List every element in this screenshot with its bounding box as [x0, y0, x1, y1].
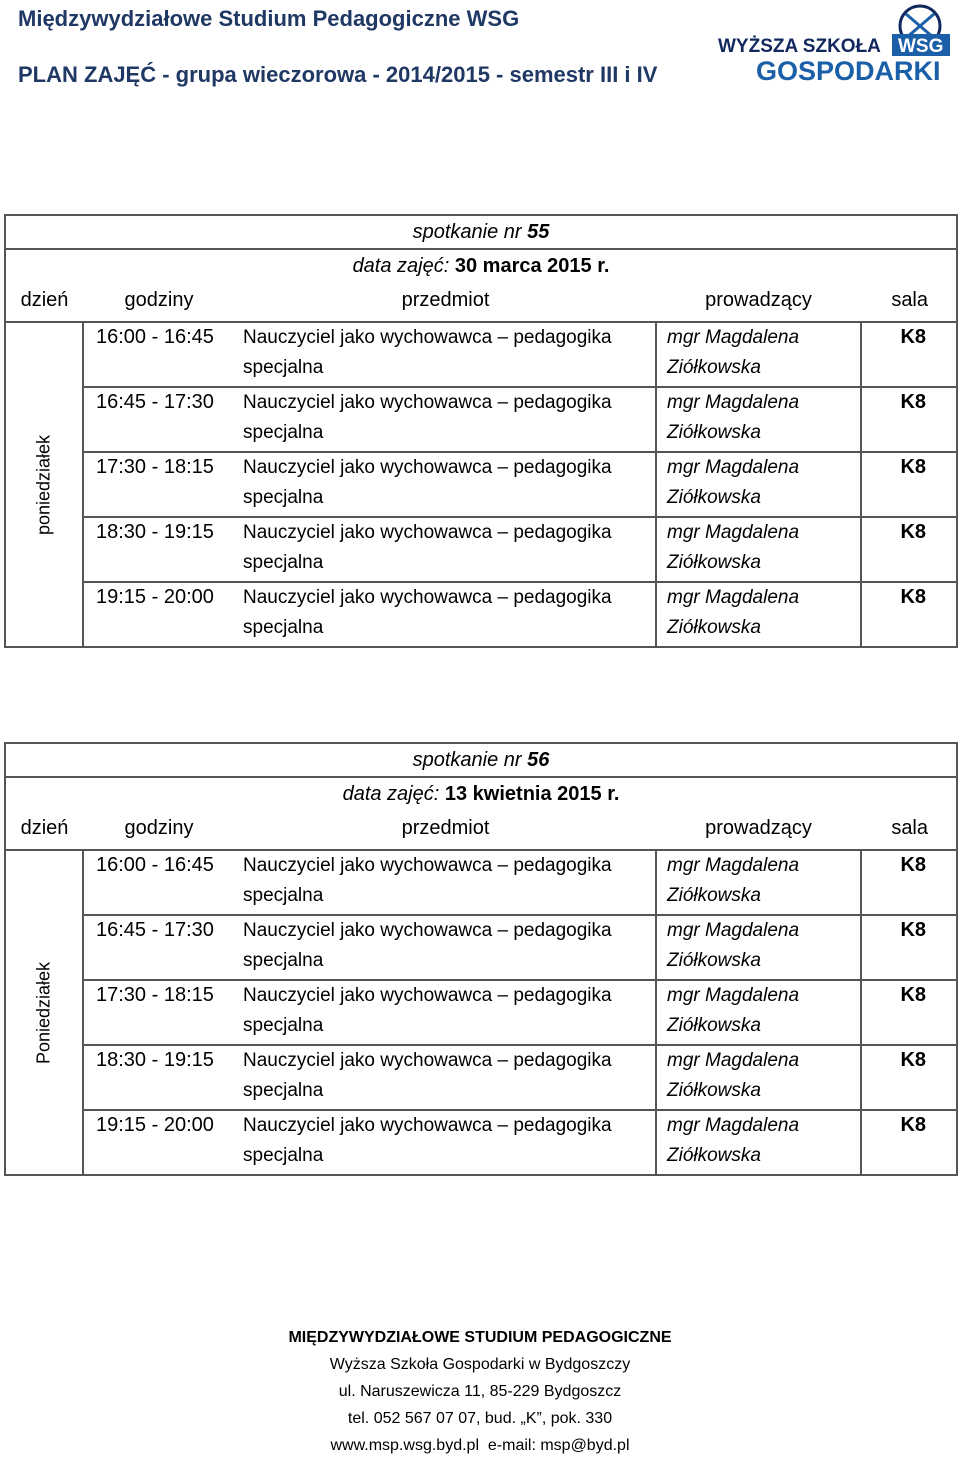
meeting-number: 56: [527, 749, 550, 771]
lesson-subject: Nauczyciel jako wychowawca – pedagogika specjalna: [235, 387, 656, 452]
lesson-row: [5, 322, 957, 387]
meeting-block-55: [4, 214, 956, 648]
date-value: 13 kwietnia 2015 r.: [444, 783, 620, 805]
lesson-row: [5, 1110, 957, 1175]
lesson-subject: Nauczyciel jako wychowawca – pedagogika specjalna: [235, 980, 656, 1045]
lesson-row: [5, 1045, 957, 1110]
column-headers: [5, 283, 957, 322]
institution-name: Międzywydziałowe Studium Pedagogiczne WSG: [18, 6, 520, 31]
date-value: 30 marca 2015 r.: [454, 255, 610, 277]
meeting-number-cell: [5, 215, 957, 249]
lesson-time: 16:00 - 16:45: [83, 850, 235, 915]
lesson-subject: Nauczyciel jako wychowawca – pedagogika specjalna: [235, 915, 656, 980]
footer-web-email: www.msp.wsg.byd.pl e-mail: msp@byd.pl: [330, 1437, 630, 1454]
logo-text-bottom: GOSPODARKI: [756, 56, 941, 84]
lesson-teacher: mgr Magdalena Ziółkowska: [656, 322, 861, 387]
plan-title: PLAN ZAJĘĆ - grupa wieczorowa - 2014/2015 - semestr III i IV: [18, 62, 658, 87]
footer-school: Wyższa Szkoła Gospodarki w Bydgoszczy: [329, 1356, 631, 1373]
day-cell: [5, 322, 83, 647]
lesson-subject: Nauczyciel jako wychowawca – pedagogika specjalna: [235, 517, 656, 582]
lesson-subject: Nauczyciel jako wychowawca – pedagogika specjalna: [235, 582, 656, 647]
logo-badge-text: WSG: [898, 36, 944, 57]
lesson-teacher: mgr Magdalena Ziółkowska: [656, 387, 861, 452]
lesson-room: K8: [861, 850, 957, 915]
lesson-room: K8: [861, 1045, 957, 1110]
logo-badge-icon: [892, 6, 950, 57]
schedule-table: [4, 742, 958, 1176]
meeting-number: 55: [527, 221, 550, 243]
lesson-time: 17:30 - 18:15: [83, 980, 235, 1045]
col-header-hours: godziny: [83, 283, 235, 322]
footer-title: MIĘDZYWYDZIAŁOWE STUDIUM PEDAGOGICZNE: [288, 1329, 672, 1346]
footer: [0, 1324, 960, 1459]
day-label: Poniedziałek: [33, 961, 54, 1064]
lesson-time: 16:45 - 17:30: [83, 387, 235, 452]
lesson-row: [5, 915, 957, 980]
meeting-number-cell: [5, 743, 957, 777]
meeting-label: spotkanie nr: [412, 749, 528, 771]
lesson-room: K8: [861, 452, 957, 517]
col-header-day: dzień: [5, 283, 83, 322]
schedule-table: [4, 214, 958, 648]
lesson-subject: Nauczyciel jako wychowawca – pedagogika specjalna: [235, 1110, 656, 1175]
meeting-label: spotkanie nr: [412, 221, 528, 243]
lesson-room: K8: [861, 980, 957, 1045]
lesson-subject: Nauczyciel jako wychowawca – pedagogika specjalna: [235, 322, 656, 387]
lesson-row: [5, 452, 957, 517]
date-label: data zajęć:: [342, 783, 445, 805]
col-header-day: dzień: [5, 811, 83, 850]
lesson-teacher: mgr Magdalena Ziółkowska: [656, 850, 861, 915]
logo-text-top: WYŻSZA SZKOŁA: [718, 36, 881, 57]
meeting-date-cell: [5, 249, 957, 283]
lesson-teacher: mgr Magdalena Ziółkowska: [656, 980, 861, 1045]
lesson-room: K8: [861, 582, 957, 647]
col-header-hours: godziny: [83, 811, 235, 850]
lesson-room: K8: [861, 517, 957, 582]
col-header-teacher: prowadzący: [656, 283, 861, 322]
lesson-row: [5, 517, 957, 582]
lesson-time: 19:15 - 20:00: [83, 1110, 235, 1175]
lesson-subject: Nauczyciel jako wychowawca – pedagogika specjalna: [235, 452, 656, 517]
lesson-teacher: mgr Magdalena Ziółkowska: [656, 915, 861, 980]
lesson-room: K8: [861, 1110, 957, 1175]
lesson-teacher: mgr Magdalena Ziółkowska: [656, 582, 861, 647]
lesson-room: K8: [861, 387, 957, 452]
lesson-time: 16:45 - 17:30: [83, 915, 235, 980]
col-header-teacher: prowadzący: [656, 811, 861, 850]
lesson-time: 16:00 - 16:45: [83, 322, 235, 387]
date-label: data zajęć:: [352, 255, 455, 277]
lesson-teacher: mgr Magdalena Ziółkowska: [656, 1110, 861, 1175]
lesson-teacher: mgr Magdalena Ziółkowska: [656, 1045, 861, 1110]
lesson-row: [5, 980, 957, 1045]
column-headers: [5, 811, 957, 850]
col-header-room: sala: [861, 283, 957, 322]
col-header-subject: przedmiot: [235, 811, 656, 850]
day-label: poniedziałek: [33, 434, 54, 535]
lesson-room: K8: [861, 322, 957, 387]
col-header-subject: przedmiot: [235, 283, 656, 322]
lesson-teacher: mgr Magdalena Ziółkowska: [656, 452, 861, 517]
col-header-room: sala: [861, 811, 957, 850]
day-cell: [5, 850, 83, 1175]
footer-phone: tel. 052 567 07 07, bud. „K”, pok. 330: [347, 1410, 613, 1427]
lesson-subject: Nauczyciel jako wychowawca – pedagogika specjalna: [235, 1045, 656, 1110]
lesson-time: 19:15 - 20:00: [83, 582, 235, 647]
lesson-room: K8: [861, 915, 957, 980]
meeting-block-56: [4, 742, 956, 1176]
wsg-logo: [716, 4, 952, 84]
lesson-row: [5, 582, 957, 647]
lesson-subject: Nauczyciel jako wychowawca – pedagogika specjalna: [235, 850, 656, 915]
footer-address: ul. Naruszewicza 11, 85-229 Bydgoszcz: [338, 1383, 622, 1400]
lesson-time: 18:30 - 19:15: [83, 1045, 235, 1110]
lesson-time: 17:30 - 18:15: [83, 452, 235, 517]
lesson-row: [5, 387, 957, 452]
lesson-time: 18:30 - 19:15: [83, 517, 235, 582]
lesson-row: [5, 850, 957, 915]
meeting-date-cell: [5, 777, 957, 811]
lesson-teacher: mgr Magdalena Ziółkowska: [656, 517, 861, 582]
